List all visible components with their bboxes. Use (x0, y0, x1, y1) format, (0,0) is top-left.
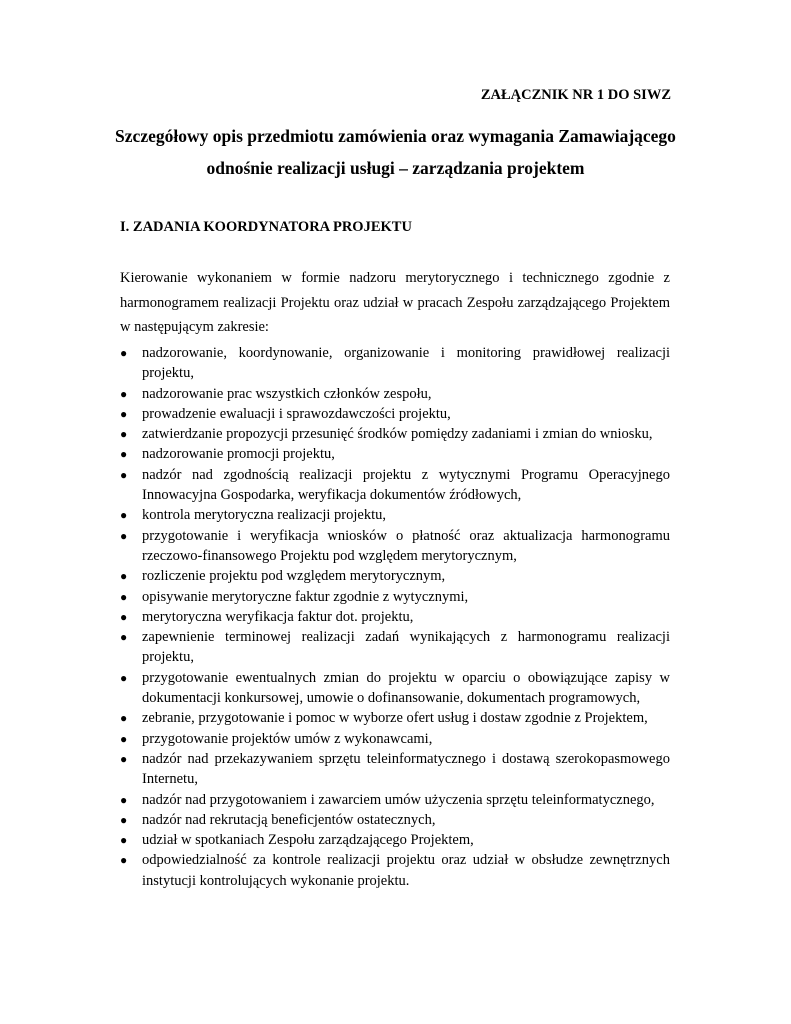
bullet-icon: ● (120, 731, 128, 746)
bullet-icon: ● (120, 670, 128, 685)
bullet-icon: ● (120, 406, 128, 421)
bullet-icon: ● (120, 508, 128, 523)
list-item-text: przygotowanie i weryfikacja wniosków o płatność oraz aktualizacja harmonogramu rzeczowo-finansowego Projektu pod względem merytorycznym, (142, 527, 670, 564)
list-item (120, 708, 670, 728)
section-heading: I. ZADANIA KOORDYNATORA PROJEKTU (120, 219, 412, 235)
list-item-text: prowadzenie ewaluacji i sprawozdawczości projektu, (142, 405, 451, 422)
list-item (120, 627, 670, 668)
bullet-icon: ● (120, 386, 128, 401)
title-line-1: Szczegółowy opis przedmiotu zamówienia oraz wymagania Zamawiającego (115, 126, 676, 146)
list-item (120, 566, 670, 586)
list-item-text: odpowiedzialność za kontrole realizacji projektu oraz udział w obsłudze zewnętrznych instytucji kontrolujących wykonanie projektu. (142, 852, 670, 889)
list-item-text: przygotowanie projektów umów z wykonawcami, (142, 730, 433, 747)
annex-label: ZAŁĄCZNIK NR 1 DO SIWZ (480, 87, 671, 103)
list-item-text: zebranie, przygotowanie i pomoc w wyborze ofert usług i dostaw zgodnie z Projektem, (142, 710, 648, 727)
list-item (120, 607, 670, 627)
bullet-icon: ● (120, 751, 128, 766)
bullet-icon: ● (120, 569, 128, 584)
list-item-text: nadzór nad rekrutacją beneficjentów ostatecznych, (142, 811, 436, 828)
list-item (120, 343, 670, 384)
list-item-text: rozliczenie projektu pod względem merytorycznym, (142, 568, 446, 585)
document-title (100, 120, 691, 184)
list-item (120, 424, 670, 444)
task-list (120, 343, 670, 891)
bullet-icon: ● (120, 792, 128, 807)
list-item (120, 587, 670, 607)
bullet-icon: ● (120, 609, 128, 624)
list-item (120, 465, 670, 506)
bullet-icon: ● (120, 833, 128, 848)
list-item-text: nadzorowanie prac wszystkich członków zespołu, (142, 385, 432, 402)
list-item-text: nadzór nad zgodnością realizacji projektu z wytycznymi Programu Operacyjnego Innowacyjna Gospodarka, weryfikacja dokumentów źródłowych, (142, 466, 670, 504)
list-item-text: opisywanie merytoryczne faktur zgodnie z wytycznymi, (142, 588, 469, 605)
list-item-text: zatwierdzanie propozycji przesunięć środków pomiędzy zadaniami i zmian do wniosku, (142, 426, 653, 443)
list-item (120, 850, 670, 891)
list-item-text: nadzór nad przekazywaniem sprzętu teleinformatycznego i dostawą szerokopasmowego Internetu, (142, 750, 670, 788)
list-item (120, 404, 670, 424)
list-item-text: kontrola merytoryczna realizacji projektu, (142, 507, 386, 524)
title-line-2: odnośnie realizacji usługi – zarządzania projektem (206, 158, 585, 178)
bullet-icon: ● (120, 630, 128, 645)
bullet-icon: ● (120, 346, 128, 360)
bullet-icon: ● (120, 447, 128, 462)
list-item (120, 830, 670, 850)
bullet-icon: ● (120, 528, 128, 543)
intro-paragraph: Kierowanie wykonaniem w formie nadzoru merytorycznego i technicznego zgodnie z harmonogramem realizacji Projektu oraz udział w pracach Zespołu zarządzającego Projektem w następującym zakresie: (120, 270, 670, 335)
list-item (120, 444, 670, 464)
bullet-icon: ● (120, 427, 128, 442)
list-item (120, 505, 670, 525)
list-item-text: udział w spotkaniach Zespołu zarządzającego Projektem, (142, 832, 474, 849)
list-item (120, 526, 670, 567)
list-item (120, 729, 670, 749)
bullet-icon: ● (120, 711, 128, 726)
list-item (120, 668, 670, 709)
list-item-text: merytoryczna weryfikacja faktur dot. projektu, (142, 608, 414, 625)
list-item-text: nadzór nad przygotowaniem i zawarciem umów użyczenia sprzętu teleinformatycznego, (142, 791, 655, 808)
list-item-text: przygotowanie ewentualnych zmian do projektu w oparciu o obowiązujące zapisy w dokumentacji konkursowej, umowie o dofinansowanie, dokumentach programowych, (142, 669, 670, 707)
bullet-icon: ● (120, 589, 128, 604)
bullet-icon: ● (120, 467, 128, 482)
list-item-text: zapewnienie terminowej realizacji zadań wynikających z harmonogramu realizacji projektu, (142, 629, 670, 666)
bullet-icon: ● (120, 853, 128, 868)
bullet-icon: ● (120, 812, 128, 827)
list-item (120, 810, 670, 830)
list-item-text: nadzorowanie promocji projektu, (142, 446, 335, 463)
list-item (120, 749, 670, 790)
list-item (120, 384, 670, 404)
list-item-text: nadzorowanie, koordynowanie, organizowanie i monitoring prawidłowej realizacji projektu, (142, 345, 670, 382)
list-item (120, 790, 670, 810)
